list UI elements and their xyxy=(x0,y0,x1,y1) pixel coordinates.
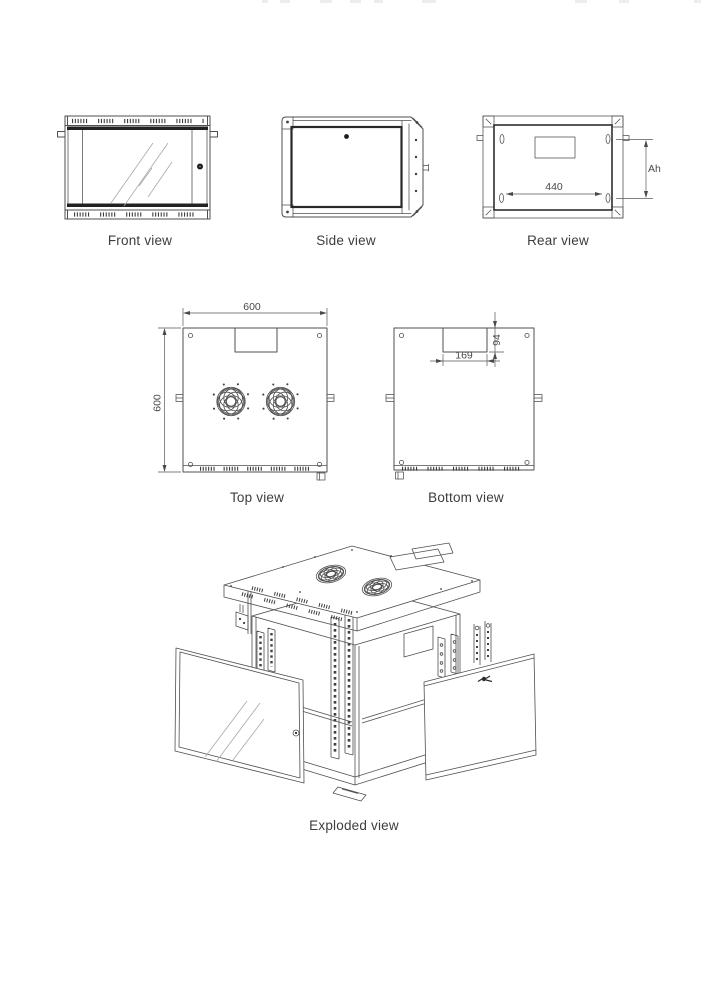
bottom-dim-cutout-width: 169 xyxy=(455,349,473,362)
side-knob xyxy=(344,134,349,139)
top-view-drawing xyxy=(150,300,342,486)
cable-entry-cutout xyxy=(535,137,575,158)
side-panel xyxy=(424,654,536,780)
glass-door xyxy=(175,648,304,783)
cable-entry-cutout xyxy=(235,328,277,352)
rear-view-label: Rear view xyxy=(527,233,589,248)
wall-bracket-left xyxy=(58,132,66,138)
rear-dim-height: Ah xyxy=(648,163,661,175)
front-rack-rails xyxy=(331,613,353,759)
foot-bracket xyxy=(333,787,366,801)
wall-bracket-right xyxy=(210,132,218,138)
rear-panel-outline xyxy=(477,116,629,218)
door-lock-icon xyxy=(197,164,203,170)
top-view-label: Top view xyxy=(229,490,285,505)
rear-cutout xyxy=(404,626,433,657)
bottom-dim-cutout-depth: 94 xyxy=(491,334,503,346)
corner-screws xyxy=(286,121,418,214)
rear-dimension-lines xyxy=(506,140,653,199)
fan-cutout-left xyxy=(213,383,249,420)
exploded-view-drawing xyxy=(165,537,550,809)
top-panel-outline xyxy=(176,328,334,480)
rear-view-drawing xyxy=(467,108,663,228)
rear-dim-width: 440 xyxy=(545,181,563,193)
top-dim-width: 600 xyxy=(243,301,261,313)
side-handle xyxy=(423,165,429,172)
side-view-drawing xyxy=(268,108,438,226)
roof-panel xyxy=(224,543,480,631)
left-mounting-rails xyxy=(257,628,275,675)
cable-entry-cutout xyxy=(443,328,487,352)
bottom-view-label: Bottom view xyxy=(428,490,504,505)
bottom-view-drawing xyxy=(380,300,552,486)
cable-cover-plate xyxy=(390,543,453,570)
top-dim-depth: 600 xyxy=(151,394,164,412)
hinge-rod xyxy=(236,587,251,634)
exploded-view-label: Exploded view xyxy=(309,818,399,833)
fan-cutout-right xyxy=(262,383,298,420)
corner-screws xyxy=(188,333,321,466)
glass-reflection-lines xyxy=(111,143,172,206)
front-view-drawing xyxy=(55,108,230,226)
front-view-label: Front view xyxy=(107,233,173,248)
side-view-label: Side view xyxy=(316,233,376,248)
